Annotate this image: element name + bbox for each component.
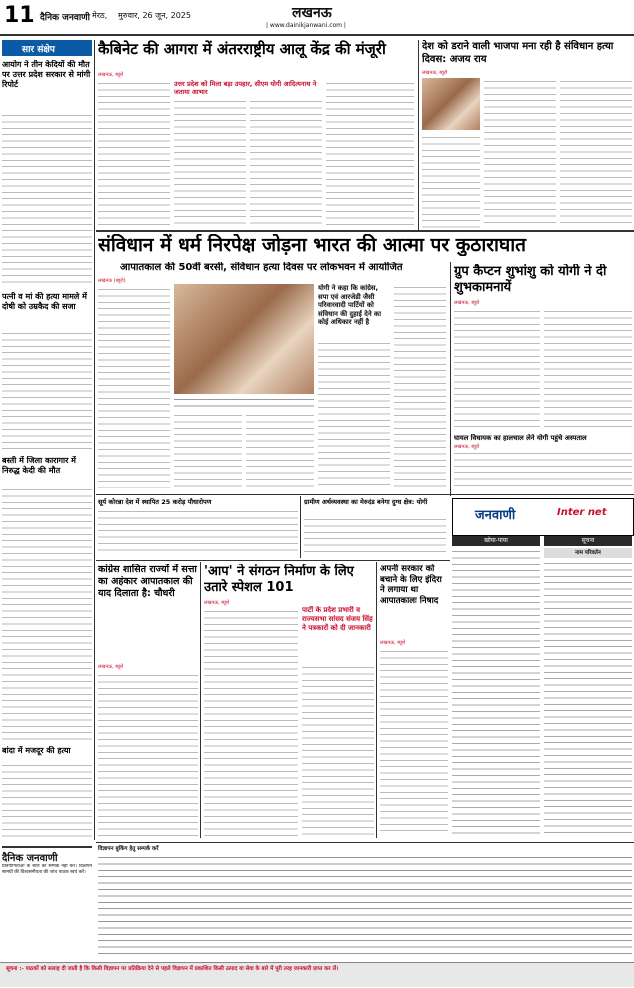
main-highlight: योगी ने कहा कि कांग्रेस, सपा एवं आरजेडी जैसी परिवारवादी पार्टियों को संविधान की दुहाई देने का कोई अधिकार नहीं है (318, 284, 381, 326)
classified-header: विज्ञापन बुकिंग हेतु सम्पर्क करें (98, 846, 159, 852)
dateline: लखनऊ (ब्यूरो) (98, 278, 126, 284)
section-title: सार संक्षेप (22, 45, 55, 55)
main-headline: संविधान में धर्म निरपेक्ष जोड़ना भारत की आत्मा पर कुठाराघात (98, 234, 526, 256)
brief-headline: बस्ती में जिला कारागार में निरुद्ध केदी की मौत (2, 456, 76, 475)
brief-body (2, 486, 92, 742)
column-rule (376, 562, 377, 838)
footer-notice-bar (0, 962, 634, 987)
article-body (454, 308, 540, 430)
classified-listing (544, 560, 632, 838)
date: मुरुवार, 26 जून, 2025 (118, 11, 191, 20)
brief-headline: आयोग ने तीन केदियों की मौत पर उत्तर प्रदेश सरकार से मांगी रिपोर्ट (2, 60, 91, 89)
footer-note: प्रतियोगिताओं के ब्यौरे का सम्पर्क नहीं करें। विज्ञापन सामग्री की विश्वसनीयता की जांच पाठक स्वयं करें। (2, 864, 92, 875)
brief-body (2, 330, 92, 450)
column-rule (200, 562, 201, 838)
article-body (544, 308, 632, 430)
article-body (174, 412, 242, 488)
column-rule (94, 40, 95, 840)
masthead (0, 0, 634, 36)
column-rule (300, 496, 301, 558)
article-body (174, 98, 246, 226)
dateline: लखनऊ, ब्यूरो (422, 70, 448, 76)
paper-name: दैनिक जनवाणी (40, 13, 90, 23)
article-body (326, 80, 414, 226)
dateline: लखनऊ, ब्यूरो (98, 664, 124, 670)
brief-body (2, 762, 92, 840)
dateline: लखनऊ, ब्यूरो (454, 300, 480, 306)
classified-contacts (98, 854, 632, 958)
politician-photo (422, 78, 480, 130)
dateline: लखनऊ, ब्यूरो (204, 600, 230, 606)
article-body (560, 78, 632, 228)
injured-headline: घायल विधायक का हालचाल लेने योगी पहुंचे अस्पताल (454, 434, 587, 442)
surya-headline: सूर्य कोरन्ना देश में स्थापित 25 करोड़ पौधारोपण (98, 498, 212, 506)
article-body (204, 608, 298, 836)
ad-brand: जनवाणी (475, 508, 516, 523)
agra-subhead: उत्तर प्रदेश को मिला बड़ा उपहार, सीएम योगी आदित्यनाथ ने जताया आभार (174, 80, 317, 96)
aap-subhead: पार्टी के प्रदेश प्रभारी व राज्यसभा सांसद संजय सिंह ने पत्रकारों को दी जानकारी (302, 606, 373, 632)
ad-col-header: खोया-पाया (452, 536, 540, 546)
article-body (454, 450, 632, 488)
column-rule (418, 40, 419, 230)
brief-headline: बांदा में मजदूर की हत्या (2, 746, 71, 755)
article-body (98, 672, 198, 836)
main-story-photo (174, 284, 314, 394)
masthead-rule (0, 34, 634, 36)
section-rule (96, 230, 634, 232)
article-body (394, 284, 446, 488)
janwani-inter-ad[interactable] (452, 498, 634, 536)
classified-listing (452, 548, 540, 838)
main-subheadline: आपातकाल की 50वीं बरसी, संविधान हत्या दिवस पर लोकभवन में आयोजित (120, 262, 403, 273)
dateline: लखनऊ, ब्यूरो (380, 640, 406, 646)
footer-brand-name: दैनिक जनवाणी (2, 853, 58, 864)
article-body (304, 516, 446, 554)
city: मेरठ, (92, 11, 108, 20)
article-body (422, 134, 480, 228)
gramin-headline: ग्रामीण अर्थव्यवस्था का मेरुदंड बनेगा दुग्ध क्षेत्र: योगी (304, 498, 428, 506)
article-body (98, 508, 298, 554)
ad-label: नाम परिवर्तन (544, 548, 632, 558)
footer-notice: सूचना :- पाठकों को सलाह दी जाती है कि किसी विज्ञापन पर प्रतिक्रिया देने से पहले विज्ञापन में प्रकाशित किसी उत्पाद या सेवा के बारे में पूरी तरह जानकारी प्राप्त कर लें। (6, 966, 339, 972)
section-rule (96, 842, 634, 843)
article-body (98, 286, 170, 488)
article-body (98, 80, 170, 226)
article-body (380, 648, 448, 836)
article-body (250, 98, 322, 226)
left-footer-brand (2, 846, 92, 940)
dateline: लखनऊ, ब्यूरो (98, 72, 124, 78)
ad-col-header: सूचना (544, 536, 632, 546)
article-body (246, 412, 314, 488)
photo-caption (174, 396, 314, 410)
brief-headline: पत्नी व मां की हत्या मामले में दोषी को उम्रकैद की सजा (2, 292, 87, 311)
article-body (318, 340, 390, 488)
section-header (2, 40, 92, 56)
article-body (484, 78, 556, 228)
section-rule (96, 560, 450, 561)
brief-body (2, 112, 92, 288)
column-rule (450, 262, 451, 496)
bhajpa-headline: देश को डराने वाली भाजपा मना रही है संविधान हत्या दिवस: अजय राय (422, 41, 614, 65)
ad-partner: Inter net (557, 507, 607, 518)
dateline: लखनऊ, ब्यूरो (454, 444, 480, 450)
edition-title: लखनऊ (292, 5, 332, 21)
sarkar-headline: अपनी सरकार को बचाने के लिए इंदिरा ने लगाया था आपातकालः निषाद (380, 564, 442, 606)
article-body (302, 664, 374, 836)
website[interactable]: | www.dainikjanwani.com | (266, 22, 346, 29)
left-column (2, 40, 92, 840)
section-rule (96, 494, 634, 495)
congress-headline: कांग्रेस शासित राज्यों में सत्ता का अहंकार आपातकाल की याद दिलाता है: चौधरी (98, 564, 197, 599)
agra-headline: कैबिनेट की आगरा में अंतरराष्ट्रीय आलू केंद्र की मंजूरी (98, 40, 386, 58)
aap-headline: 'आप' ने संगठन निर्माण के लिए उतारे स्पेशल 101 (204, 564, 354, 595)
page-number: 11 (4, 4, 35, 28)
group-captain-headline: ग्रुप कैप्टन शुभांशु को योगी ने दी शुभकामनायें (454, 264, 607, 295)
